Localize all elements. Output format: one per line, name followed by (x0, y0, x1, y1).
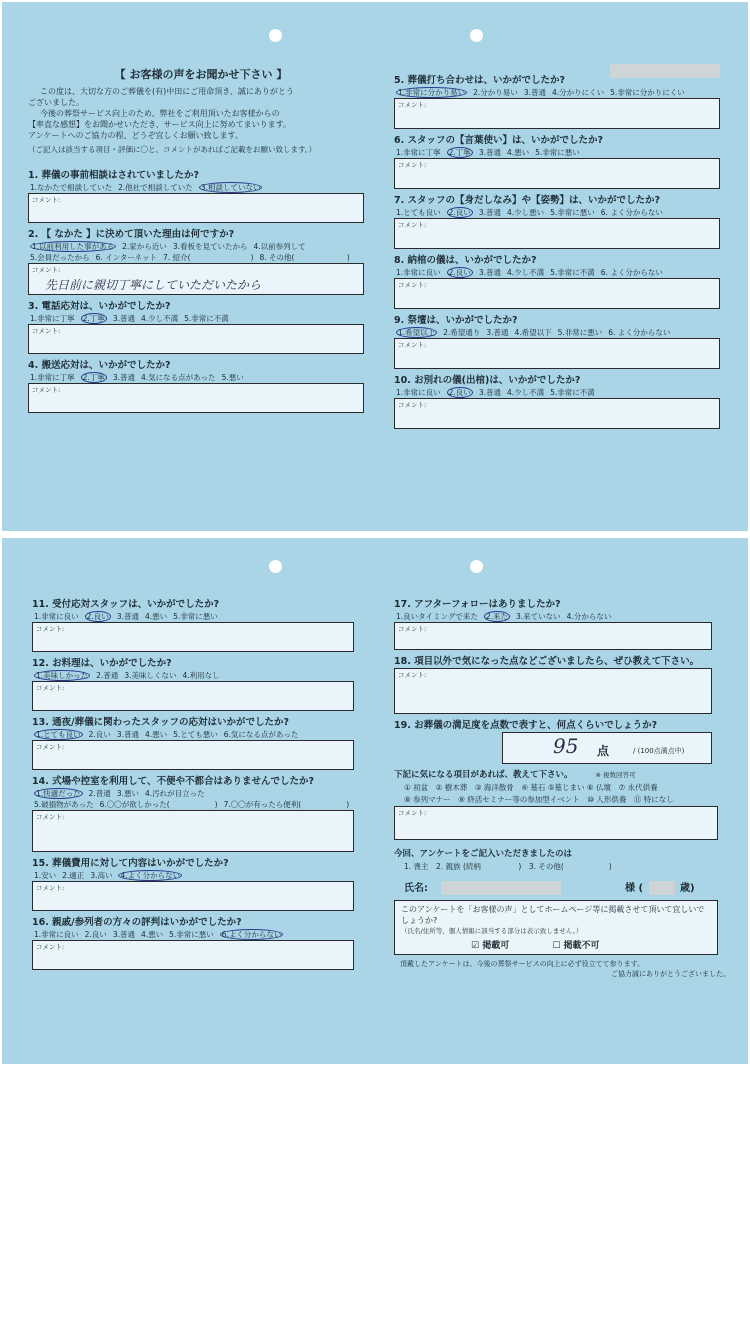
concerns-options-line: ① 初盆 ② 樹木葬 ③ 海洋散骨 ④ 墓石 ⑤墓じまい ⑥ 仏壇 ⑦ 永代供養 (404, 783, 658, 792)
name-row (404, 879, 730, 895)
option[interactable]: 3.普通 (112, 930, 135, 939)
option[interactable]: 5.破損物があった (34, 800, 94, 809)
question (394, 374, 730, 429)
option-list (32, 929, 362, 940)
option[interactable]: 3.高い (90, 871, 113, 880)
intro-line: 【率直な感想】をお聞かせいただき、サービス向上に努めてまいります。 (28, 120, 292, 129)
option[interactable]: 5.悪い (221, 373, 244, 382)
option-list (32, 611, 362, 622)
comment-label: コメント: (398, 671, 427, 679)
comment-label: コメント: (398, 625, 427, 633)
punch-hole (269, 29, 282, 42)
option[interactable]: 3.普通 (478, 148, 501, 157)
option[interactable]: 1.非常に良い (34, 612, 79, 621)
question (394, 314, 730, 369)
option[interactable]: 4.少し不満 (506, 268, 545, 277)
comment-box[interactable] (394, 278, 720, 309)
question (28, 169, 374, 223)
question-title: 12. お料理は、いかがでしたか? (32, 658, 172, 669)
consent-deny-checkbox[interactable]: ☐ 掲載不可 (552, 941, 600, 951)
sheet1-left-column (28, 66, 374, 418)
question (32, 916, 362, 970)
comment-label: コメント: (398, 101, 427, 109)
question (32, 775, 362, 852)
option[interactable]: 1.非常に丁寧 (30, 373, 75, 382)
option[interactable]: 2.良い (84, 930, 107, 939)
comment-label: コメント: (398, 809, 427, 817)
punch-hole (470, 29, 483, 42)
option-list (28, 241, 374, 263)
option-selected[interactable]: 1.非常に分かり易い (398, 88, 466, 97)
option-selected[interactable]: 2.良い (86, 612, 109, 621)
option[interactable]: 3.普通 (116, 730, 139, 739)
option-selected[interactable]: 3.相談していない (200, 183, 261, 192)
comment-label: コメント: (36, 884, 65, 892)
option[interactable]: 2.普通 (88, 789, 111, 798)
option-selected[interactable]: 1.希望以上 (398, 328, 436, 337)
comment-label: コメント: (32, 196, 61, 204)
option-selected[interactable]: 1.以前利用した事がある (32, 242, 115, 251)
question-title: 9. 祭壇は、いかがでしたか? (394, 315, 518, 326)
option[interactable]: 2.普通 (96, 671, 119, 680)
option[interactable]: 8. その他( ) (259, 253, 350, 262)
comment-label: コメント: (32, 266, 61, 274)
option[interactable]: 6. インターネット (95, 253, 158, 262)
option[interactable]: 3.来ていない (516, 612, 561, 621)
age-suffix: 歳) (680, 883, 695, 894)
comment-label: コメント: (398, 221, 427, 229)
option-list (394, 611, 730, 622)
option[interactable]: 1.非常に良い (396, 268, 441, 277)
score-unit: 点 (597, 744, 610, 758)
option[interactable]: 1.とても良い (396, 208, 441, 217)
comment-box[interactable] (394, 338, 720, 369)
comment-label: コメント: (36, 813, 65, 821)
question-list (28, 169, 374, 413)
option[interactable]: 2.分かり易い (473, 88, 518, 97)
option[interactable]: 1.非常に良い (396, 388, 441, 397)
comment-box[interactable] (394, 398, 720, 429)
option[interactable]: 3.普通 (112, 373, 135, 382)
option-selected[interactable]: 1.とても良い (36, 730, 81, 739)
option[interactable]: 5.非常に悪い (535, 148, 580, 157)
option-selected[interactable]: 2.丁寧 (82, 314, 105, 323)
option[interactable]: 5.非常に悪い (550, 208, 595, 217)
option[interactable]: 5.非常に不満 (550, 388, 595, 397)
question-17 (394, 598, 730, 650)
option[interactable]: 4.汚れが目立った (144, 789, 205, 798)
question-title: 13. 通夜/葬儀に関わったスタッフの応対はいかがでしたか? (32, 717, 290, 728)
option-list (32, 729, 362, 740)
option[interactable]: 6. よく分からない (608, 328, 671, 337)
name-label: 氏名: (404, 883, 428, 894)
respondent-options: 1. 喪主 2. 親族 (続柄 ) 3. その他( ) (404, 862, 612, 871)
option[interactable]: 1.なかたで相談していた (30, 183, 113, 192)
punch-hole (470, 560, 483, 573)
option[interactable]: 6.気になる点があった (223, 730, 299, 739)
question-title: 8. 納棺の儀は、いかがでしたか? (394, 255, 537, 266)
question-title: 18. 項目以外で気になった点などございましたら、ぜひ教えて下さい。 (394, 656, 700, 667)
comment-box[interactable] (32, 740, 354, 770)
option-list (32, 670, 362, 681)
option-selected[interactable]: 1.快適だった (36, 789, 81, 798)
sheet1-right-column (394, 74, 730, 434)
comment-box[interactable] (28, 383, 364, 413)
option[interactable]: 3.普通 (116, 612, 139, 621)
question-title: 16. 親戚/参列者の方々の評判はいかがでしたか? (32, 917, 242, 928)
option[interactable]: 2.適正 (62, 871, 85, 880)
intro-line: ございました。 (28, 98, 84, 107)
option[interactable]: 4.気になる点があった (140, 373, 216, 382)
option[interactable]: 5.非常に悪い (557, 328, 603, 337)
intro-note: （ご記入は該当する項目・評価に〇と、コメントがあればご記載をお願い致します。） (28, 145, 317, 154)
question (28, 228, 374, 295)
question (32, 598, 362, 652)
question-19 (394, 719, 730, 764)
comment-box[interactable] (32, 940, 354, 970)
option[interactable]: 5.会員だったから (30, 253, 90, 262)
option[interactable]: 1.非常に良い (34, 930, 79, 939)
comment-box[interactable] (394, 806, 718, 840)
intro-line: この度は、大切な方のご葬儀を(有)中田にご用命頂き、誠にありがとう (40, 87, 294, 96)
option[interactable]: 4.希望以下 (514, 328, 552, 337)
option[interactable]: 4.悪い (144, 612, 168, 621)
option[interactable]: 7.〇〇が有ったら便利( ) (223, 800, 350, 809)
consent-text: このアンケートを「お客様の声」としてホームページ等に掲載させて頂いて宜しいでしょうか? (401, 905, 705, 925)
consent-box (394, 900, 718, 955)
option[interactable]: 1.良いタイミングで来た (396, 612, 478, 621)
punch-hole (269, 560, 282, 573)
comment-box[interactable] (32, 622, 354, 652)
option-list (28, 182, 374, 193)
question-title: 6. スタッフの【言葉使い】は、いかがでしたか? (394, 135, 604, 146)
option[interactable]: 3.普通 (112, 314, 135, 323)
survey-title: 【 お客様の声をお聞かせ下さい 】 (114, 68, 288, 81)
option-selected[interactable]: 2.来た (485, 612, 509, 621)
respondent-title: 今回、アンケートをご記入いただきましたのは (394, 849, 572, 859)
question (394, 134, 730, 189)
comment-box[interactable] (394, 622, 712, 650)
comment-box[interactable] (28, 193, 364, 223)
option[interactable]: 4.悪い (144, 730, 168, 739)
sheet2-right-column (394, 598, 730, 979)
option[interactable]: 3.普通 (478, 208, 501, 217)
option-selected[interactable]: 6.よく分からない (221, 930, 282, 939)
comment-label: コメント: (36, 625, 65, 633)
comment-label: コメント: (32, 327, 61, 335)
comment-box[interactable] (32, 881, 354, 911)
comment-label: コメント: (36, 943, 65, 951)
option-list (32, 870, 362, 881)
comment-box[interactable] (394, 158, 720, 189)
question (32, 857, 362, 911)
sheet2-left-column (32, 598, 362, 975)
option[interactable]: 4.分かりにくい (551, 88, 605, 97)
question-title: 10. お別れの儀(出棺)は、いかがでしたか? (394, 375, 581, 386)
option-selected[interactable]: 2.良い (448, 268, 471, 277)
option[interactable]: 7. 紹介( ) (163, 253, 254, 262)
option[interactable]: 1.非常に丁寧 (30, 314, 75, 323)
question-title: 17. アフターフォローはありましたか? (394, 599, 561, 610)
option[interactable]: 3.普通 (478, 388, 501, 397)
comment-box[interactable] (28, 263, 364, 295)
comment-box[interactable] (394, 218, 720, 249)
survey-sheet-1 (2, 2, 748, 531)
question-title: 4. 搬送応対は、いかがでしたか? (28, 360, 171, 371)
question-title: 14. 式場や控室を利用して、不便や不都合はありませんでしたか? (32, 776, 314, 787)
option-selected[interactable]: 1.美味しかった (36, 671, 89, 680)
question (28, 359, 374, 413)
comment-box[interactable] (394, 98, 720, 129)
option[interactable]: 5.非常に悪い (173, 612, 218, 621)
question (394, 598, 730, 650)
option[interactable]: 6. よく分からない (600, 208, 663, 217)
honorific: 様 ( (624, 883, 644, 894)
handwritten-comment: 先日前に親切丁寧にしていただいたから (45, 278, 262, 292)
concerns-section (394, 769, 730, 840)
option[interactable]: 4.利用なし (182, 671, 220, 680)
consent-note: （氏名/住所等、個人情報に該当する部分は表示致しません。） (401, 927, 583, 935)
question (32, 716, 362, 770)
comment-label: コメント: (32, 386, 61, 394)
option[interactable]: 4.少し不満 (506, 388, 545, 397)
comment-label: コメント: (398, 281, 427, 289)
option[interactable]: 3.普通 (486, 328, 509, 337)
option[interactable]: 3.普通 (523, 88, 546, 97)
option-list (394, 387, 730, 398)
question (394, 194, 730, 249)
option-list (394, 147, 730, 158)
question-title: 1. 葬儀の事前相談はされていましたか? (28, 170, 200, 181)
option[interactable]: 4.少し不満 (140, 314, 179, 323)
option[interactable]: 3.悪い (116, 789, 139, 798)
option[interactable]: 2.希望通り (443, 328, 481, 337)
option[interactable]: 6. よく分からない (600, 268, 663, 277)
option[interactable]: 5.とても悪い (173, 730, 218, 739)
comment-label: コメント: (36, 743, 65, 751)
intro-line: 今後の葬祭サービス向上のため、弊社をご利用頂いたお客様からの (40, 109, 280, 118)
option-list (394, 207, 730, 218)
option[interactable]: 4.悪い (140, 930, 164, 939)
option[interactable]: 5.非常に分かりにくい (610, 88, 685, 97)
question (394, 74, 730, 129)
comment-label: コメント: (36, 684, 65, 692)
respondent-section (394, 848, 730, 895)
option[interactable]: 4.分からない (566, 612, 612, 621)
question-title: 2. 【 なかた 】に決めて頂いた理由は何ですか? (28, 229, 235, 240)
question-title: 19. お葬儀の満足度を点数で表すと、何点くらいでしょうか? (394, 720, 658, 731)
closing-line: 頂戴したアンケートは、今後の葬祭サービスの向上に必ず役立てて参ります。 (400, 960, 645, 968)
intro-line: アンケートへのご協力の程、どうぞ宜しくお願い致します。 (28, 131, 243, 140)
option[interactable]: 4.以前参列して (253, 242, 306, 251)
option-list (394, 327, 730, 338)
option-selected[interactable]: 2.良い (448, 208, 471, 217)
concerns-options-line: ⑧ 参列マナー ⑨ 終活セミナー等の参加型イベント ⑩ 人形供養 ⑪ 特になし (404, 795, 674, 804)
question-18 (394, 655, 730, 714)
comment-box[interactable] (28, 324, 364, 354)
option-list (394, 267, 730, 278)
option[interactable]: 2.良い (88, 730, 111, 739)
option-selected[interactable]: 2.丁寧 (448, 148, 471, 157)
option-list (32, 788, 362, 810)
question-title: 15. 葬儀費用に対して内容はいかがでしたか? (32, 858, 229, 869)
question-title: 7. スタッフの【身だしなみ】や【姿勢】は、いかがでしたか? (394, 195, 661, 206)
question-title: 5. 葬儀打ち合わせは、いかがでしたか? (394, 75, 566, 86)
option[interactable]: 3.普通 (478, 268, 501, 277)
option[interactable]: 5.非常に不満 (184, 314, 229, 323)
score-box[interactable] (502, 732, 712, 764)
option-list (28, 372, 374, 383)
option[interactable]: 3.看板を見ていたから (172, 242, 248, 251)
multi-answer-note: ※ 複数回答可 (595, 771, 636, 779)
option[interactable]: 1.安い (34, 871, 57, 880)
option[interactable]: 1.非常に丁寧 (396, 148, 441, 157)
option[interactable]: 6.〇〇が欲しかった( ) (99, 800, 218, 809)
score-scale-note: / (100点満点中) (633, 747, 685, 755)
question (394, 655, 730, 714)
option[interactable]: 2.他社で相談していた (118, 183, 193, 192)
comment-label: コメント: (398, 341, 427, 349)
option[interactable]: 5.非常に悪い (169, 930, 214, 939)
survey-sheet-2 (2, 538, 748, 1064)
question-title: 3. 電話応対は、いかがでしたか? (28, 301, 171, 312)
option[interactable]: 2.家から近い (122, 242, 167, 251)
question (394, 254, 730, 309)
question (28, 300, 374, 354)
option[interactable]: 4.少し悪い (506, 208, 545, 217)
question-title: 11. 受付応対スタッフは、いかがでしたか? (32, 599, 220, 610)
comment-box[interactable] (32, 810, 354, 852)
option-selected[interactable]: 2.良い (448, 388, 471, 397)
redacted-name (441, 881, 561, 895)
comment-label: コメント: (398, 401, 427, 409)
consent-allow-checkbox[interactable]: ☑ 掲載可 (471, 941, 510, 951)
concerns-title: 下記に気になる項目があれば、教えて下さい。 (394, 770, 573, 780)
comment-label: コメント: (398, 161, 427, 169)
option-list (394, 87, 730, 98)
option[interactable]: 5.非常に不満 (550, 268, 595, 277)
option[interactable]: 3.美味しくない (124, 671, 177, 680)
comment-box[interactable] (394, 668, 712, 714)
question (32, 657, 362, 711)
comment-box[interactable] (32, 681, 354, 711)
option[interactable]: 4.悪い (506, 148, 530, 157)
score-value: 95 (553, 734, 579, 758)
option-selected[interactable]: 2.丁寧 (82, 373, 105, 382)
option-list (28, 313, 374, 324)
option-selected[interactable]: 4.よく分からない (120, 871, 181, 880)
closing-line: ご協力誠にありがとうございました。 (611, 970, 730, 978)
redacted-age (649, 881, 675, 895)
